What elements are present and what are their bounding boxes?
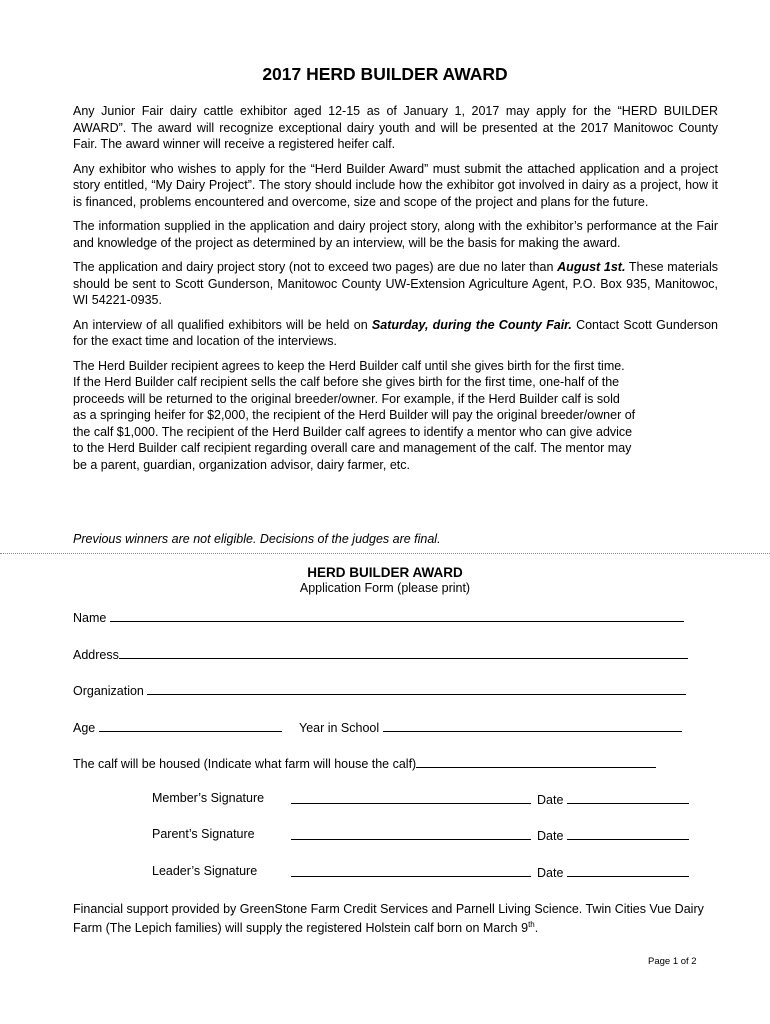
form-subtitle: Application Form (please print) [299, 581, 471, 595]
terms-line: to the Herd Builder calf recipient regarding overall care and management of the calf. The mentor may [73, 441, 632, 455]
name-row [73, 609, 684, 625]
paragraph-interview [73, 317, 718, 350]
paragraph-deadline [73, 259, 718, 309]
leader-signature-label: Leader’s Signature [152, 864, 258, 878]
deadline-text-post: These materials should be sent to Scott Gunderson, Manitowoc County UW-Extension Agriculture Agent, P.O. Box 935, Manitowoc, WI 54221-0935. [73, 260, 719, 307]
age-row [73, 719, 282, 735]
terms-line: the calf $1,000. The recipient of the Herd Builder calf agrees to identify a mentor who can give advice [73, 424, 633, 439]
paragraph-selection-basis: The information supplied in the application and dairy project story, along with the exhibitor’s performance at the Fair and knowledge of the project as determined by an interview, will be the basis for making the award. [73, 219, 718, 250]
parent-date-row [537, 827, 689, 843]
leader-signature-field[interactable] [291, 864, 531, 877]
page-title: 2017 HERD BUILDER AWARD [262, 64, 508, 84]
paragraph-eligibility: Any Junior Fair dairy cattle exhibitor aged 12-15 as of January 1, 2017 may apply for the “HERD BUILDER AWARD”. The award will recognize exceptional dairy youth and will be presented at the 2017 Manitowoc County Fair. The award winner will receive a registered heifer calf. [73, 104, 718, 151]
parent-date-label: Date [537, 829, 564, 843]
calf-housing-row [73, 755, 656, 771]
leader-date-label: Date [537, 866, 564, 880]
page-number: Page 1 of 2 [648, 956, 697, 967]
member-signature-field[interactable] [291, 791, 531, 804]
parent-signature-label: Parent’s Signature [152, 827, 255, 841]
year-in-school-field[interactable] [383, 719, 682, 732]
year-in-school-row [299, 719, 682, 735]
year-in-school-label: Year in School [299, 721, 380, 735]
sponsor-note [73, 902, 713, 936]
terms-line: as a springing heifer for $2,000, the recipient of the Herd Builder will pay the original breeder/owner of [73, 408, 636, 422]
organization-label: Organization [73, 684, 144, 698]
address-row [73, 646, 688, 662]
terms-line: If the Herd Builder calf recipient sells the calf before she gives birth for the first time, one-half of the [73, 375, 620, 389]
sponsor-text: Financial support provided by GreenStone Farm Credit Services and Parnell Living Science. Twin Cities Vue Dairy Farm (The Lepich families) will supply the registered Holstein calf born on March 9 [73, 902, 704, 936]
calf-housing-field[interactable] [416, 755, 656, 768]
name-label: Name [73, 611, 107, 625]
age-field[interactable] [99, 719, 282, 732]
eligibility-note: Previous winners are not eligible. Decisions of the judges are final. [73, 532, 441, 546]
parent-signature-field[interactable] [291, 827, 531, 840]
leader-date-row [537, 864, 689, 880]
section-divider [0, 553, 770, 554]
sponsor-sup: th [528, 920, 535, 929]
address-label: Address [73, 648, 119, 662]
age-label: Age [73, 721, 96, 735]
member-date-label: Date [537, 793, 564, 807]
deadline-date: August 1st. [557, 260, 626, 274]
member-date-row [537, 791, 689, 807]
terms-line: proceeds will be returned to the original breeder/owner. For example, if the Herd Builder calf is sold [73, 391, 620, 406]
paragraph-application-requirements: Any exhibitor who wishes to apply for the “Herd Builder Award” must submit the attached application and a project story entitled, “My Dairy Project”. The story should include how the exhibitor got involved in dairy as a project, how it is financed, problems encountered and overcome, size and scope of the project and plans for the future. [73, 161, 718, 209]
interview-date: Saturday, during the County Fair. [371, 317, 572, 332]
calf-housing-label: The calf will be housed (Indicate what farm will house the calf) [73, 757, 417, 771]
leader-date-field[interactable] [567, 864, 689, 877]
sponsor-end: . [534, 921, 539, 936]
terms-line: The Herd Builder recipient agrees to keep the Herd Builder calf until she gives birth for the first time. [73, 358, 625, 373]
parent-date-field[interactable] [567, 827, 689, 840]
paragraph-recipient-terms [73, 358, 718, 474]
name-field[interactable] [110, 609, 684, 622]
organization-field[interactable] [147, 682, 686, 695]
deadline-text-pre: The application and dairy project story (not to exceed two pages) are due no later than [73, 260, 558, 274]
member-signature-label: Member’s Signature [152, 791, 265, 805]
member-date-field[interactable] [567, 791, 689, 804]
address-field[interactable] [119, 646, 688, 659]
form-title: HERD BUILDER AWARD [307, 565, 463, 580]
interview-text-post: Contact Scott Gunderson for the exact time and location of the interviews. [73, 317, 718, 348]
intro-body [73, 103, 718, 481]
terms-line: be a parent, guardian, organization advisor, dairy farmer, etc. [73, 457, 410, 472]
organization-row [73, 682, 686, 698]
interview-text-pre: An interview of all qualified exhibitors will be held on [73, 317, 372, 332]
